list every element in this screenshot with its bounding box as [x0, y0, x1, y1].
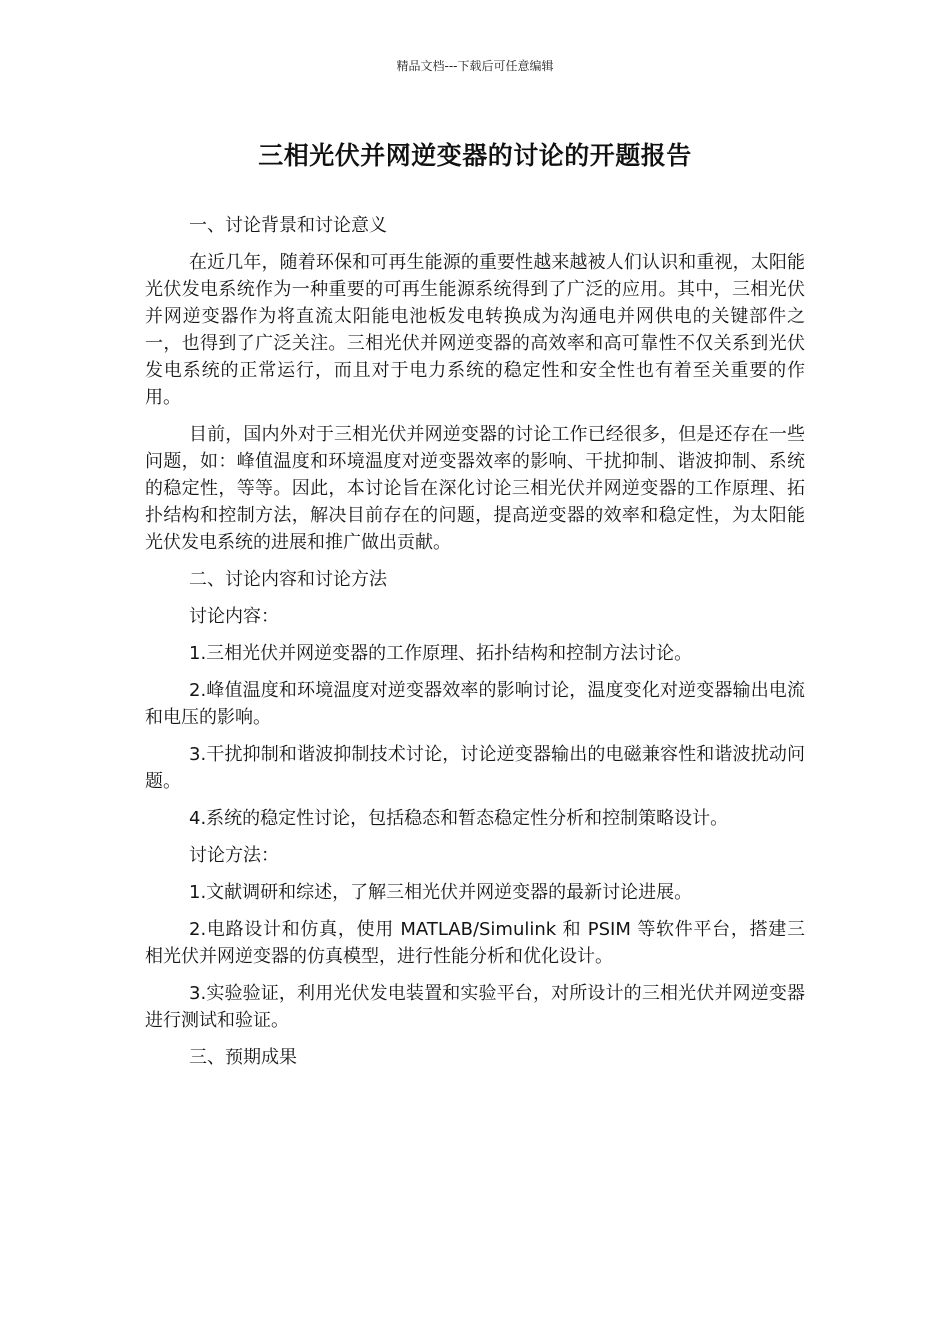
subheading-research-content: 讨论内容：	[189, 606, 279, 627]
document-body	[145, 212, 805, 1081]
method-item-1: 1.文献调研和综述，了解三相光伏并网逆变器的最新讨论进展。	[189, 882, 693, 903]
section-heading-expected-results: 三、预期成果	[189, 1047, 297, 1068]
method-item-2: 2.电路设计和仿真，使用 MATLAB/Simulink 和 PSIM 等软件平台，搭建三相光伏并网逆变器的仿真模型，进行性能分析和优化设计。	[145, 919, 805, 967]
subheading-research-methods: 讨论方法：	[189, 845, 279, 866]
section-heading-content-methods: 二、讨论内容和讨论方法	[189, 569, 387, 590]
paragraph-background: 在近几年，随着环保和可再生能源的重要性越来越被人们认识和重视，太阳能光伏发电系统作为一种重要的可再生能源系统得到了广泛的应用。其中，三相光伏并网逆变器作为将直流太阳能电池板发电转换成为沟通电并网供电的关键部件之一，也得到了广泛关注。三相光伏并网逆变器的高效率和高可靠性不仅关系到光伏发电系统的正常运行，而且对于电力系统的稳定性和安全性也有着至关重要的作用。	[145, 252, 805, 408]
content-item-3: 3.干扰抑制和谐波抑制技术讨论，讨论逆变器输出的电磁兼容性和谐波扰动问题。	[145, 744, 805, 792]
content-item-2: 2.峰值温度和环境温度对逆变器效率的影响讨论，温度变化对逆变器输出电流和电压的影响。	[145, 680, 805, 728]
document-title: 三相光伏并网逆变器的讨论的开题报告	[258, 141, 692, 170]
method-item-3: 3.实验验证，利用光伏发电装置和实验平台，对所设计的三相光伏并网逆变器进行测试和验证。	[145, 983, 805, 1031]
content-item-4: 4.系统的稳定性讨论，包括稳态和暂态稳定性分析和控制策略设计。	[189, 808, 729, 829]
section-heading-background: 一、讨论背景和讨论意义	[189, 215, 387, 236]
page-header-note: 精品文档---下载后可任意编辑	[396, 59, 554, 73]
paragraph-current-research: 目前，国内外对于三相光伏并网逆变器的讨论工作已经很多，但是还存在一些问题，如：峰值温度和环境温度对逆变器效率的影响、干扰抑制、谐波抑制、系统的稳定性，等等。因此，本讨论旨在深化讨论三相光伏并网逆变器的工作原理、拓扑结构和控制方法，解决目前存在的问题，提高逆变器的效率和稳定性，为太阳能光伏发电系统的进展和推广做出贡献。	[145, 424, 805, 553]
content-item-1: 1.三相光伏并网逆变器的工作原理、拓扑结构和控制方法讨论。	[189, 643, 693, 664]
